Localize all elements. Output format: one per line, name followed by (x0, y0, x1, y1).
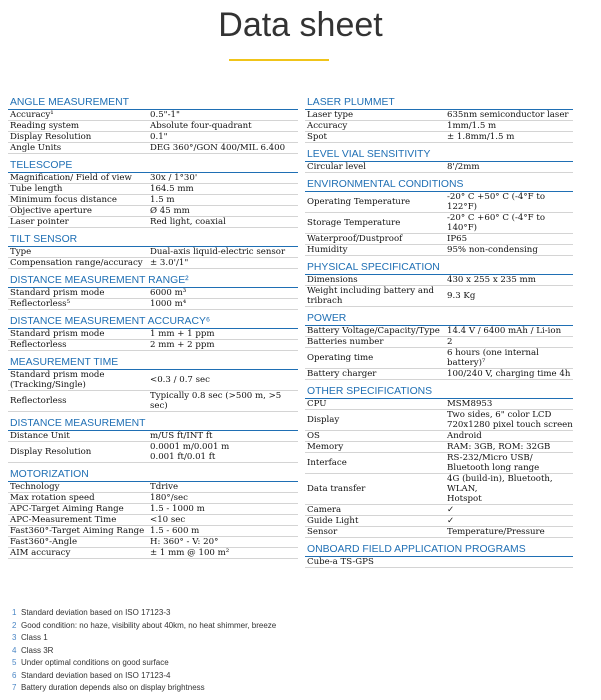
section-title: OTHER SPECIFICATIONS (305, 385, 573, 399)
spec-value: 14.4 V / 6400 mAh / Li-ion (445, 326, 573, 337)
spec-value: 180°/sec (148, 493, 298, 504)
spec-label: Reflectorless⁵ (8, 299, 148, 310)
spec-value: IP65 (445, 234, 573, 245)
spec-value: 1.5 - 1000 m (148, 504, 298, 515)
footnote-number: 6 (12, 670, 17, 680)
footnote (12, 607, 276, 620)
spec-row (305, 121, 573, 132)
spec-label: Operating Temperature (305, 192, 445, 213)
spec-label: Cube-a TS-GPS (305, 557, 445, 568)
spec-label: OS (305, 431, 445, 442)
section-title: DISTANCE MEASUREMENT RANGE² (8, 274, 298, 288)
spec-value: Tdrive (148, 482, 298, 493)
section-title: LASER PLUMMET (305, 96, 573, 110)
spec-value: Ø 45 mm (148, 206, 298, 217)
section-motorization (8, 468, 298, 559)
spec-value: 0.1" (148, 132, 298, 143)
spec-label: Reflectorless (8, 391, 148, 412)
section-title: POWER (305, 312, 573, 326)
spec-row (305, 442, 573, 453)
footnote-text: Under optimal conditions on good surface (21, 658, 169, 667)
spec-value: RAM: 3GB, ROM: 32GB (445, 442, 573, 453)
section-environmental-conditions (305, 178, 573, 256)
spec-table (8, 370, 298, 412)
section-onboard-field-application-programs (305, 543, 573, 568)
spec-row (305, 557, 573, 568)
spec-value: MSM8953 (445, 399, 573, 410)
spec-row (305, 453, 573, 474)
spec-row (305, 132, 573, 143)
spec-value: Typically 0.8 sec (>500 m, >5 sec) (148, 391, 298, 412)
footnote-text: Battery duration depends also on display brightness (21, 683, 205, 692)
spec-value: 0.5"-1" (148, 110, 298, 121)
section-distance-measurement-accuracy (8, 315, 298, 351)
spec-row (8, 370, 298, 391)
footnote-number: 5 (12, 658, 17, 667)
footnote (12, 682, 276, 695)
spec-value: <10 sec (148, 515, 298, 526)
spec-value: 8'/2mm (445, 162, 573, 173)
spec-row (8, 247, 298, 258)
spec-table (305, 557, 573, 568)
footnote (12, 620, 276, 633)
spec-label: Standard prism mode (8, 329, 148, 340)
section-distance-measurement (8, 417, 298, 463)
spec-value: <0.3 / 0.7 sec (148, 370, 298, 391)
section-title: TILT SENSOR (8, 233, 298, 247)
spec-row (8, 391, 298, 412)
spec-label: Display Resolution (8, 132, 148, 143)
spec-label: Sensor (305, 527, 445, 538)
spec-value: 1000 m⁴ (148, 299, 298, 310)
spec-label: Guide Light (305, 516, 445, 527)
spec-row (8, 121, 298, 132)
spec-value: ± 3.0'/1" (148, 258, 298, 269)
footnotes (12, 607, 276, 695)
spec-label: CPU (305, 399, 445, 410)
spec-row (305, 326, 573, 337)
spec-label: Laser type (305, 110, 445, 121)
spec-value: 2 mm + 2 ppm (148, 340, 298, 351)
spec-label: APC-Target Aiming Range (8, 504, 148, 515)
spec-row (305, 348, 573, 369)
spec-label: Standard prism mode (Tracking/Single) (8, 370, 148, 391)
spec-row (8, 288, 298, 299)
spec-label: Weight including battery and tribrach (305, 286, 445, 307)
spec-value: 2 (445, 337, 573, 348)
spec-value: ± 1.8mm/1.5 m (445, 132, 573, 143)
spec-row (8, 431, 298, 442)
section-title: ENVIRONMENTAL CONDITIONS (305, 178, 573, 192)
spec-table (8, 431, 298, 463)
spec-row (8, 340, 298, 351)
spec-row (305, 286, 573, 307)
spec-table (305, 192, 573, 256)
spec-value: Two sides, 6" color LCD 720x1280 pixel touch screen (447, 410, 573, 430)
spec-value: 100/240 V, charging time 4h (445, 369, 573, 380)
spec-table (305, 275, 573, 307)
spec-row (8, 537, 298, 548)
spec-label: Display (305, 410, 445, 431)
section-measurement-time (8, 356, 298, 412)
spec-row (8, 482, 298, 493)
spec-value: 164.5 mm (148, 184, 298, 195)
spec-value: 0.0001 m/0.001 m 0.001 ft/0.01 ft (148, 442, 298, 463)
spec-value: 1 mm + 1 ppm (148, 329, 298, 340)
spec-label: Spot (305, 132, 445, 143)
spec-label: Type (8, 247, 148, 258)
spec-table (305, 399, 573, 538)
spec-label: Standard prism mode (8, 288, 148, 299)
spec-label: Fast360°-Target Aiming Range (8, 526, 148, 537)
section-title: ONBOARD FIELD APPLICATION PROGRAMS (305, 543, 573, 557)
section-level-vial-sensitivity (305, 148, 573, 173)
spec-row (305, 505, 573, 516)
spec-label: Reading system (8, 121, 148, 132)
spec-row (305, 213, 573, 234)
spec-row (305, 474, 573, 505)
spec-label: Compensation range/accuracy (8, 258, 148, 269)
spec-value: 430 x 255 x 235 mm (445, 275, 573, 286)
spec-label: Reflectorless (8, 340, 148, 351)
spec-row (8, 173, 298, 184)
spec-value: 6 hours (one internal battery)⁷ (445, 348, 573, 369)
spec-table (8, 173, 298, 228)
spec-label: Max rotation speed (8, 493, 148, 504)
spec-row (305, 410, 573, 431)
footnote-number: 4 (12, 645, 17, 655)
section-title: LEVEL VIAL SENSITIVITY (305, 148, 573, 162)
spec-value: ✓ (445, 505, 573, 516)
section-title: MEASUREMENT TIME (8, 356, 298, 370)
spec-label: Accuracy¹ (8, 110, 148, 121)
spec-row (305, 337, 573, 348)
spec-label: Magnification/ Field of view (8, 173, 148, 184)
spec-label: Technology (8, 482, 148, 493)
footnote (12, 645, 276, 658)
spec-row (8, 184, 298, 195)
spec-row (8, 548, 298, 559)
spec-row (8, 132, 298, 143)
footnote-number: 7 (12, 683, 17, 692)
spec-label: Display Resolution (8, 442, 148, 463)
spec-value: Temperature/Pressure (445, 527, 573, 538)
spec-table (305, 110, 573, 143)
spec-row (305, 162, 573, 173)
spec-value: -20° C +50° C (-4°F to 122°F) (445, 192, 573, 213)
spec-row (8, 493, 298, 504)
spec-table (8, 288, 298, 310)
spec-label: Humidity (305, 245, 445, 256)
spec-label: Batteries number (305, 337, 445, 348)
spec-value: Absolute four-quadrant (148, 121, 298, 132)
spec-label: Data transfer (305, 474, 445, 505)
spec-row (305, 110, 573, 121)
spec-table (8, 247, 298, 269)
spec-label: Tube length (8, 184, 148, 195)
footnote-number: 1 (12, 608, 17, 617)
spec-row (8, 258, 298, 269)
spec-label: Accuracy (305, 121, 445, 132)
spec-row (8, 206, 298, 217)
spec-row (305, 431, 573, 442)
spec-row (8, 143, 298, 154)
spec-label: Camera (305, 505, 445, 516)
footnote-text: Good condition: no haze, visibility about 40km, no heat shimmer, breeze (21, 620, 277, 630)
spec-label: Dimensions (305, 275, 445, 286)
section-title: DISTANCE MEASUREMENT (8, 417, 298, 431)
section-tilt-sensor (8, 233, 298, 269)
spec-row (8, 504, 298, 515)
footnote (12, 657, 276, 670)
section-angle-measurement (8, 96, 298, 154)
spec-value: DEG 360°/GON 400/MIL 6.400 (148, 143, 298, 154)
spec-value: Red light, coaxial (148, 217, 298, 228)
spec-row (305, 245, 573, 256)
section-distance-measurement-range (8, 274, 298, 310)
spec-row (8, 110, 298, 121)
spec-value: RS-232/Micro USB/ Bluetooth long range (445, 453, 573, 474)
spec-label: Objective aperture (8, 206, 148, 217)
spec-row (8, 526, 298, 537)
section-title: ANGLE MEASUREMENT (8, 96, 298, 110)
spec-table (8, 110, 298, 154)
spec-table (305, 326, 573, 380)
spec-label: Battery Voltage/Capacity/Type (305, 326, 445, 337)
section-other-specifications (305, 385, 573, 538)
footnote (12, 632, 276, 645)
spec-table (8, 329, 298, 351)
spec-row (305, 369, 573, 380)
section-title: MOTORIZATION (8, 468, 298, 482)
spec-label: Battery charger (305, 369, 445, 380)
section-title: TELESCOPE (8, 159, 298, 173)
spec-row (305, 192, 573, 213)
spec-row (8, 329, 298, 340)
page-title: Data sheet (218, 6, 383, 44)
spec-row (305, 234, 573, 245)
spec-row (8, 515, 298, 526)
right-column (305, 96, 573, 573)
spec-row (8, 299, 298, 310)
spec-value: Android (445, 431, 573, 442)
section-title: PHYSICAL SPECIFICATION (305, 261, 573, 275)
footnote-text: Class 3R (21, 645, 54, 655)
spec-value: Dual-axis liquid-electric sensor (148, 247, 298, 258)
spec-row (8, 442, 298, 463)
section-physical-specification (305, 261, 573, 307)
spec-label: AIM accuracy (8, 548, 148, 559)
spec-label: Circular level (305, 162, 445, 173)
spec-row (305, 275, 573, 286)
spec-value: -20° C +60° C (-4°F to 140°F) (445, 213, 573, 234)
spec-row (305, 516, 573, 527)
spec-value: 4G (build-in), Bluetooth, WLAN, Hotspot (445, 474, 573, 505)
spec-value: 1.5 m (148, 195, 298, 206)
spec-table (8, 482, 298, 559)
spec-label: Laser pointer (8, 217, 148, 228)
footnote-number: 3 (12, 633, 17, 642)
section-telescope (8, 159, 298, 228)
footnote (12, 670, 276, 683)
spec-label: Storage Temperature (305, 213, 445, 234)
title-underline (229, 59, 329, 61)
spec-value: 1mm/1.5 m (445, 121, 573, 132)
spec-value: H: 360° - V: 20° (148, 537, 298, 548)
spec-label: Fast360°-Angle (8, 537, 148, 548)
spec-value: 6000 m³ (148, 288, 298, 299)
spec-label: Minimum focus distance (8, 195, 148, 206)
section-power (305, 312, 573, 380)
spec-label: Angle Units (8, 143, 148, 154)
spec-value: m/US ft/INT ft (148, 431, 298, 442)
spec-value: ± 1 mm @ 100 m² (148, 548, 298, 559)
spec-label: Interface (305, 453, 445, 474)
spec-value: 9.3 Kg (445, 286, 573, 307)
footnote-text: Standard deviation based on ISO 17123-3 (21, 608, 171, 617)
spec-value: 635nm semiconductor laser (445, 110, 573, 121)
spec-label: Operating time (305, 348, 445, 369)
spec-value: 30x / 1°30' (148, 173, 298, 184)
spec-label: Waterproof/Dustproof (305, 234, 445, 245)
spec-label: Memory (305, 442, 445, 453)
spec-row (305, 399, 573, 410)
section-title: DISTANCE MEASUREMENT ACCURACY⁶ (8, 315, 298, 329)
spec-value: 95% non-condensing (445, 245, 573, 256)
spec-row (8, 217, 298, 228)
spec-row (8, 195, 298, 206)
spec-label: APC-Measurement Time (8, 515, 148, 526)
footnote-number: 2 (12, 620, 17, 630)
footnote-text: Class 1 (21, 633, 48, 642)
footnote-text: Standard deviation based on ISO 17123-4 (21, 670, 171, 680)
spec-value: 1.5 - 600 m (148, 526, 298, 537)
spec-value: ✓ (445, 516, 573, 527)
left-column (8, 96, 298, 564)
spec-value (445, 557, 573, 568)
spec-table (305, 162, 573, 173)
section-laser-plummet (305, 96, 573, 143)
spec-label: Distance Unit (8, 431, 148, 442)
spec-row (305, 527, 573, 538)
